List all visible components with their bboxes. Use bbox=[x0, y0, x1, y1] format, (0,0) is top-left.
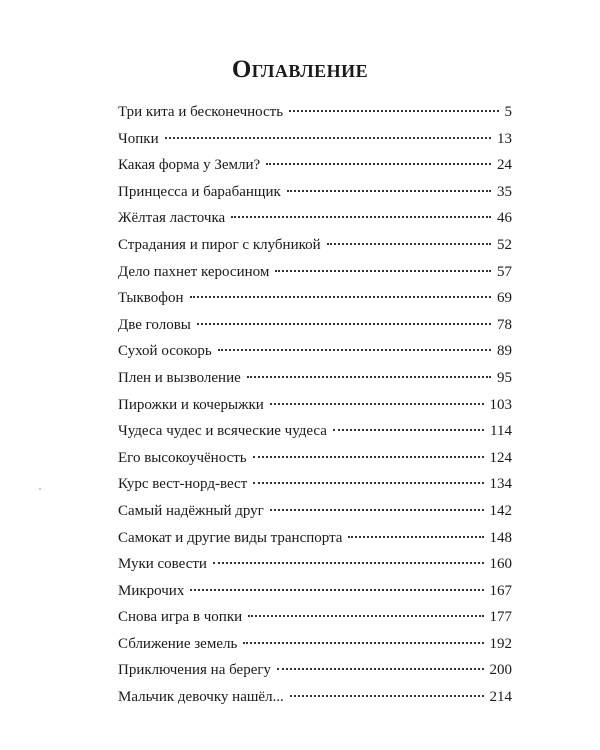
toc-entry bbox=[118, 583, 512, 610]
dot-leader bbox=[333, 429, 484, 431]
toc-entry-page-number: 78 bbox=[497, 316, 512, 333]
toc-entry-title: Его высокоучёность bbox=[118, 449, 247, 466]
toc-entry-page-number: 46 bbox=[497, 210, 512, 227]
dot-leader bbox=[190, 589, 483, 591]
dot-leader bbox=[287, 190, 491, 192]
toc-entry-title: Муки совести bbox=[118, 556, 207, 573]
toc-entry bbox=[118, 184, 512, 211]
toc-entry-page-number: 89 bbox=[497, 343, 512, 360]
toc-entry-title: Сближение земель bbox=[118, 635, 238, 652]
dot-leader bbox=[218, 349, 491, 351]
toc-entry bbox=[118, 636, 512, 663]
dot-leader bbox=[348, 536, 483, 538]
toc-entry-page-number: 124 bbox=[489, 449, 512, 466]
toc-entry-page-number: 52 bbox=[497, 236, 512, 253]
dot-leader bbox=[277, 668, 483, 670]
dot-leader bbox=[247, 376, 491, 378]
dot-leader bbox=[270, 509, 484, 511]
toc-entry bbox=[118, 290, 512, 317]
toc-entry-page-number: 57 bbox=[497, 263, 512, 280]
toc-entry bbox=[118, 370, 512, 397]
toc-entry-page-number: 95 bbox=[497, 369, 512, 386]
dot-leader bbox=[243, 642, 483, 644]
toc-entry-page-number: 148 bbox=[489, 529, 512, 546]
toc-entry bbox=[118, 157, 512, 184]
toc-entry-page-number: 13 bbox=[497, 130, 512, 147]
toc-entry-title: Плен и вызволение bbox=[118, 369, 241, 386]
toc-entry-title: Дело пахнет керосином bbox=[118, 263, 270, 280]
toc-entry-title: Какая форма у Земли? bbox=[118, 157, 261, 174]
toc-entry-page-number: 103 bbox=[489, 396, 512, 413]
dot-leader bbox=[253, 456, 484, 458]
toc-entry-title: Чудеса чудес и всяческие чудеса bbox=[118, 423, 327, 440]
toc-entry-page-number: 35 bbox=[497, 183, 512, 200]
toc-entry-title: Самокат и другие виды транспорта bbox=[118, 529, 343, 546]
toc-entry-page-number: 214 bbox=[489, 689, 512, 706]
toc-entry-title: Две головы bbox=[118, 316, 191, 333]
toc-entry bbox=[118, 450, 512, 477]
toc-entry-title: Страдания и пирог с клубникой bbox=[118, 236, 321, 253]
toc-entry-page-number: 200 bbox=[489, 662, 512, 679]
dot-leader bbox=[213, 562, 484, 564]
toc-entry-title: Мальчик девочку нашёл... bbox=[118, 689, 284, 706]
toc-entry bbox=[118, 237, 512, 264]
dot-leader bbox=[190, 296, 491, 298]
dot-leader bbox=[275, 270, 491, 272]
toc-entry bbox=[118, 131, 512, 158]
toc-entry bbox=[118, 662, 512, 689]
toc-entry bbox=[118, 264, 512, 291]
toc-entry-page-number: 69 bbox=[497, 290, 512, 307]
toc-entry bbox=[118, 503, 512, 530]
toc-entry-page-number: 160 bbox=[489, 556, 512, 573]
dot-leader bbox=[253, 482, 483, 484]
toc-entry bbox=[118, 397, 512, 424]
toc-entry-title: Микрочих bbox=[118, 582, 185, 599]
toc-entry-title: Сухой осокорь bbox=[118, 343, 212, 360]
table-of-contents bbox=[118, 104, 512, 716]
toc-entry bbox=[118, 530, 512, 557]
toc-entry-page-number: 114 bbox=[490, 423, 512, 440]
toc-entry bbox=[118, 104, 512, 131]
toc-entry-page-number: 167 bbox=[489, 582, 512, 599]
toc-entry-title: Самый надёжный друг bbox=[118, 502, 264, 519]
toc-entry-page-number: 24 bbox=[497, 157, 512, 174]
page-title: Оглавление bbox=[231, 56, 369, 83]
dot-leader bbox=[197, 323, 491, 325]
toc-entry-page-number: 142 bbox=[489, 502, 512, 519]
toc-entry bbox=[118, 609, 512, 636]
toc-entry-title: Пирожки и кочерыжки bbox=[118, 396, 264, 413]
dot-leader bbox=[327, 243, 491, 245]
dot-leader bbox=[270, 403, 484, 405]
toc-entry-title: Снова игра в чопки bbox=[118, 609, 243, 626]
toc-entry-title: Три кита и бесконечность bbox=[118, 104, 284, 120]
dot-leader bbox=[248, 615, 483, 617]
toc-entry-title: Курс вест-норд-вест bbox=[118, 476, 248, 493]
toc-entry bbox=[118, 689, 512, 716]
toc-entry-page-number: 192 bbox=[489, 635, 512, 652]
toc-entry bbox=[118, 317, 512, 344]
toc-entry bbox=[118, 423, 512, 450]
toc-entry bbox=[118, 343, 512, 370]
toc-entry bbox=[118, 476, 512, 503]
toc-entry-title: Чопки bbox=[118, 130, 159, 147]
dot-leader bbox=[289, 110, 498, 112]
toc-entry-page-number: 134 bbox=[489, 476, 512, 493]
toc-entry bbox=[118, 556, 512, 583]
toc-entry-title: Принцесса и барабанщик bbox=[118, 183, 281, 200]
dot-leader bbox=[266, 163, 491, 165]
toc-entry-page-number: 5 bbox=[504, 104, 512, 120]
toc-entry-page-number: 177 bbox=[489, 609, 512, 626]
toc-entry-title: Приключения на берегу bbox=[118, 662, 272, 679]
dot-leader bbox=[231, 216, 491, 218]
toc-entry-title: Жёлтая ласточка bbox=[118, 210, 226, 227]
dot-leader bbox=[165, 137, 491, 139]
scan-speck bbox=[39, 488, 41, 490]
dot-leader bbox=[290, 695, 484, 697]
toc-entry-title: Тыквофон bbox=[118, 290, 184, 307]
toc-entry bbox=[118, 210, 512, 237]
